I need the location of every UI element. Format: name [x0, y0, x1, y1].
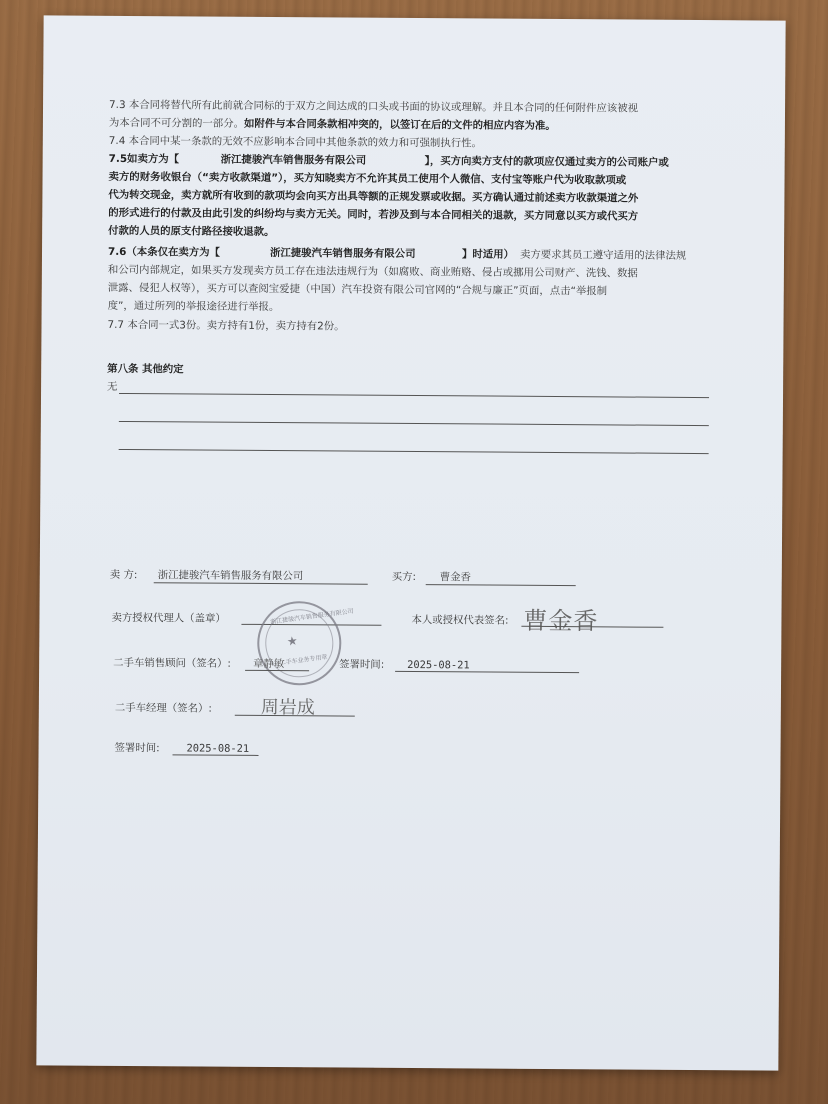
sign-time-2-value: 2025-08-21	[186, 742, 250, 755]
seller-value: 浙江捷骏汽车销售服务有限公司	[157, 569, 304, 583]
clause-7-5-line-5: 付款的人员的原支付路径接收退款。	[108, 224, 275, 239]
seller-label: 卖 方:	[109, 568, 138, 582]
clause-7-3-line-2	[109, 116, 556, 133]
sign-time-underline	[395, 671, 579, 673]
clause-7-5-company	[221, 153, 367, 168]
buyer-handwritten-signature: 曹金香	[523, 606, 599, 636]
clause-7-5-prefix: 7.5如卖方为【	[108, 152, 180, 166]
clause-7-5-line-4: 的形式进行的付款及由此引发的纠纷均与卖方无关。同时，若涉及到与本合同相关的退款，买方同意以买方或代买方	[108, 206, 639, 223]
sign-time-label: 签署时间:	[339, 658, 385, 671]
seller-underline	[154, 582, 368, 584]
article-8-content: 无	[107, 380, 118, 393]
advisor-label: 二手车销售顾问（签名）:	[113, 656, 231, 670]
buyer-value: 曹金香	[439, 571, 471, 584]
clause-7-5-line-3: 代为转交现金，卖方就所有收到的款项均会向买方出具等额的正规发票或收据。买方确认通过前述卖方收款渠道之外	[108, 188, 639, 205]
clause-7-3-line-2a: 为本合同不可分割的一部分。	[108, 116, 245, 130]
buyer-label: 买方:	[391, 570, 417, 584]
buyer-underline	[426, 584, 576, 586]
clause-7-6-line-3: 泄露、侵犯人权等），买方可以查阅宝爱捷（中国）汽车投资有限公司官网的“合规与廉正”页面，点击“举报制	[107, 281, 608, 298]
article-8-heading: 第八条 其他约定	[107, 362, 184, 376]
clause-7-5-company-name: 浙江捷骏汽车销售服务有限公司	[220, 153, 367, 167]
clause-7-7: 7.7 本合同一式3份。卖方持有1份，卖方持有2份。	[107, 318, 345, 333]
manager-label: 二手车经理（签名）:	[114, 701, 212, 715]
article-8-line-1	[119, 393, 709, 398]
manager-handwritten-signature: 周岩成	[260, 696, 315, 719]
seller-agent-label: 卖方授权代理人（盖章）	[111, 611, 226, 625]
sign-time-2-label: 签署时间:	[114, 741, 160, 755]
clause-7-6-prefix: 7.6（本条仅在卖方为【	[107, 245, 220, 259]
sign-time-value: 2025-08-21	[407, 658, 470, 672]
clause-7-6-company: 浙江捷骏汽车销售服务有限公司	[269, 247, 416, 261]
sign-time-2-underline	[173, 754, 259, 756]
clause-7-3-line-1: 7.3 本合同将替代所有此前就合同标的于双方之间达成的口头或书面的协议或理解。并且本合同的任何附件应该被视	[109, 98, 639, 115]
seal-ring-text: 浙江捷骏汽车销售服务有限公司	[269, 607, 355, 626]
clause-7-6-line-4: 度”，通过所列的举报途径进行举报。	[107, 299, 280, 314]
buyer-sign-label: 本人或授权代表签名:	[411, 614, 509, 627]
seal-star-icon: ★	[286, 633, 299, 649]
seal-center-text: 二手车业务专用章	[279, 653, 328, 667]
article-8-line-2	[119, 421, 709, 426]
advisor-underline	[245, 670, 309, 671]
contract-page	[36, 15, 785, 1070]
clause-7-6-line-2: 和公司内部规定，如果买方发现卖方员工存在违法违规行为（如腐败、商业贿赂、侵占或挪用公司财产、洗钱、数据	[107, 263, 638, 280]
advisor-handwritten-signature: 章静敏	[253, 657, 285, 671]
clause-7-6-tail: 卖方要求其员工遵守适用的法律法规	[519, 248, 687, 262]
company-seal	[252, 596, 355, 690]
clause-7-4: 7.4 本合同中某一条款的无效不应影响本合同中其他条款的效力和可强制执行性。	[108, 134, 482, 150]
clause-7-6-mid: 】时适用）	[461, 248, 515, 261]
article-8-line-3	[119, 449, 709, 454]
clause-7-5-suffix: 】，买方向卖方支付的款项应仅通过卖方的公司账户或	[424, 155, 669, 169]
clause-7-5-line-2: 卖方的财务收银台（“卖方收款渠道”），买方知晓卖方不允许其员工使用个人微信、支付宝等账户代为收取款项或	[108, 170, 627, 187]
clause-7-3-line-2b: 如附件与本合同条款相冲突的，以签订在后的文件的相应内容为准。	[243, 117, 556, 132]
